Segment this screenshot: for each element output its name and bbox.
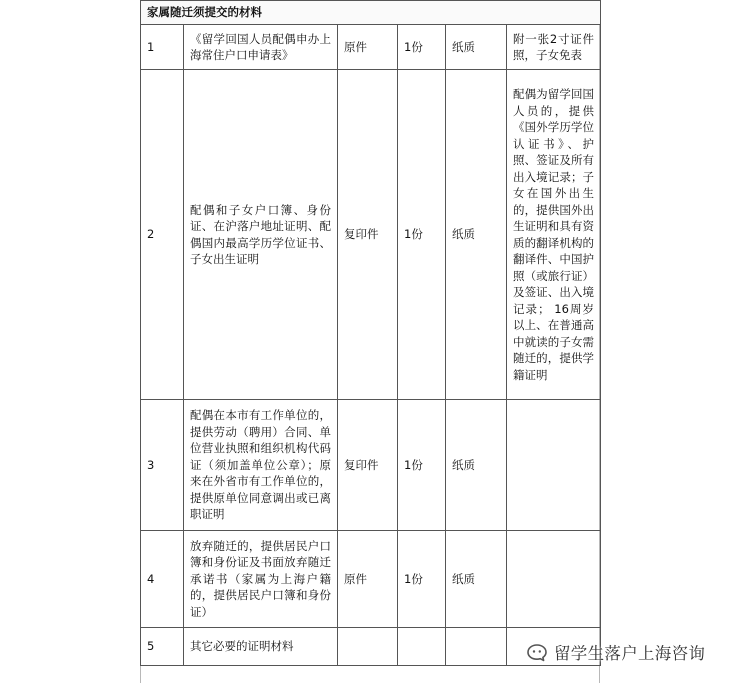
material-cell: 配偶在本市有工作单位的，提供劳动（聘用）合同、单位营业执照和组织机构代码证（须加盖单位公章）；原来在外省市有工作单位的，提供原单位同意调出或已离职证明 bbox=[184, 400, 338, 531]
medium-cell: 纸质 bbox=[446, 400, 507, 531]
material-cell: 其它必要的证明材料 bbox=[184, 628, 338, 666]
form-cell: 原件 bbox=[338, 25, 398, 70]
form-cell: 复印件 bbox=[338, 70, 398, 400]
table-row bbox=[141, 25, 601, 70]
copies-cell: 1份 bbox=[398, 70, 446, 400]
wechat-official-account-icon bbox=[526, 642, 548, 662]
form-cell: 原件 bbox=[338, 531, 398, 628]
row-number: 1 bbox=[141, 25, 184, 70]
note-cell: 附一张2寸证件照，子女免表 bbox=[507, 25, 601, 70]
medium-cell: 纸质 bbox=[446, 25, 507, 70]
material-cell: 配偶和子女户口簿、身份证、在沪落户地址证明、配偶国内最高学历学位证书、子女出生证明 bbox=[184, 70, 338, 400]
note-cell: 配偶为留学回国人员的，提供《国外学历学位认证书》、护照、签证及所有出入境记录；子女在国外出生的，提供国外出生证明和具有资质的翻译机构的翻译件、中国护照（或旅行证）及签证、出入境记录； 16周岁以上、在普通高中就读的子女需随迁的，提供学籍证明 bbox=[507, 70, 601, 400]
medium-cell: 纸质 bbox=[446, 70, 507, 400]
copies-cell bbox=[398, 628, 446, 666]
table-row bbox=[141, 400, 601, 531]
form-cell bbox=[338, 628, 398, 666]
material-cell: 《留学回国人员配偶申办上海常住户口申请表》 bbox=[184, 25, 338, 70]
row-number: 5 bbox=[141, 628, 184, 666]
watermark bbox=[526, 642, 705, 662]
row-number: 3 bbox=[141, 400, 184, 531]
form-cell: 复印件 bbox=[338, 400, 398, 531]
row-number: 2 bbox=[141, 70, 184, 400]
note-cell bbox=[507, 400, 601, 531]
medium-cell: 纸质 bbox=[446, 531, 507, 628]
copies-cell: 1份 bbox=[398, 400, 446, 531]
table-title: 家属随迁须提交的材料 bbox=[141, 1, 601, 25]
copies-cell: 1份 bbox=[398, 531, 446, 628]
table-row bbox=[141, 531, 601, 628]
table-title-row bbox=[141, 1, 601, 25]
watermark-text: 留学生落户上海咨询 bbox=[554, 644, 706, 663]
material-cell: 放弃随迁的，提供居民户口簿和身份证及书面放弃随迁承诺书（家属为上海户籍的，提供居民户口簿和身份证） bbox=[184, 531, 338, 628]
note-cell bbox=[507, 531, 601, 628]
materials-table bbox=[140, 0, 601, 666]
row-number: 4 bbox=[141, 531, 184, 628]
medium-cell bbox=[446, 628, 507, 666]
table-row bbox=[141, 70, 601, 400]
copies-cell: 1份 bbox=[398, 25, 446, 70]
